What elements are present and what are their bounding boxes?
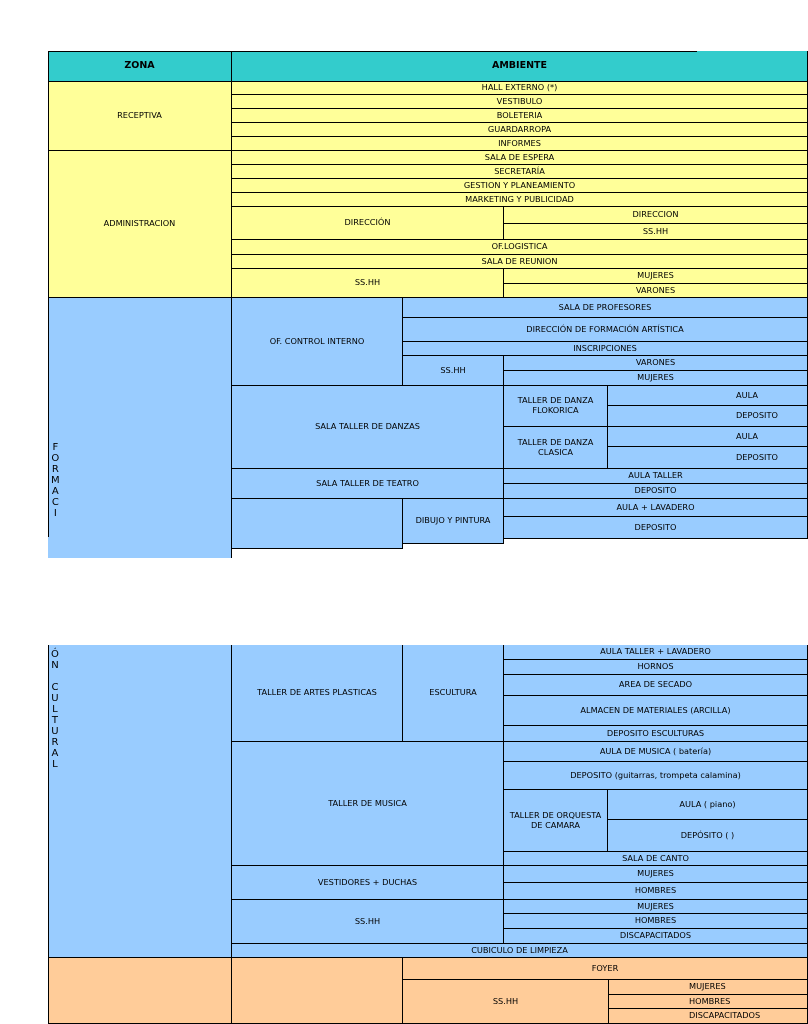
zona-administracion: ADMINISTRACION <box>48 151 232 298</box>
ambiente-row: VARONES <box>504 284 808 298</box>
ambiente-row: DIRECCIÓN DE FORMACIÓN ARTÍSTICA <box>403 318 808 342</box>
ambiente-row: SS.HH <box>504 224 808 240</box>
ambiente-row: INFORMES <box>232 137 808 151</box>
ambiente-row: GESTION Y PLANEAMIENTO <box>232 179 808 193</box>
vestidores-group: VESTIDORES + DUCHAS <box>232 866 504 900</box>
ambiente-row: ALMACEN DE MATERIALES (ARCILLA) <box>504 696 808 726</box>
ambiente-row: DEPÓSITO ( ) <box>608 820 808 852</box>
artes-plasticas-continuation <box>232 499 403 549</box>
zona-formacion-cultural: F O R M A C I <box>48 298 232 558</box>
ambiente-row: VESTIBULO <box>232 95 808 109</box>
danza-folklorica-group: TALLER DE DANZA FLOKORICA <box>504 386 608 427</box>
table-page-top <box>48 51 778 537</box>
ambiente-row: GUARDARROPA <box>232 123 808 137</box>
ambiente-row: DISCAPACITADOS <box>504 929 808 944</box>
ambiente-row: AULA TALLER + LAVADERO <box>504 645 808 660</box>
ambiente-row: AULA <box>608 386 808 406</box>
ambiente-row: MUJERES <box>504 866 808 883</box>
ambiente-row: DIRECCION <box>504 207 808 224</box>
control-interno-group: OF. CONTROL INTERNO <box>232 298 403 386</box>
ambiente-row: SALA DE REUNION <box>232 255 808 269</box>
ambiente-row: DEPOSITO ESCULTURAS <box>504 726 808 742</box>
zona-extra <box>48 958 232 1024</box>
header-zona: ZONA <box>48 51 232 82</box>
ambiente-row: AULA ( piano) <box>608 790 808 820</box>
ambiente-row: MARKETING Y PUBLICIDAD <box>232 193 808 207</box>
ambiente-row: INSCRIPCIONES <box>403 342 808 356</box>
escultura-group: ESCULTURA <box>403 645 504 742</box>
sshh-group: SS.HH <box>232 900 504 944</box>
teatro-group: SALA TALLER DE TEATRO <box>232 469 504 499</box>
ambiente-row: AULA <box>608 427 808 447</box>
header-ambiente: AMBIENTE <box>232 51 808 82</box>
danza-clasica-group: TALLER DE DANZA CLASICA <box>504 427 608 469</box>
ambiente-row: DEPOSITO <box>504 517 808 539</box>
ambiente-row: FOYER <box>403 958 808 980</box>
danzas-group: SALA TALLER DE DANZAS <box>232 386 504 469</box>
ambiente-row: AULA + LAVADERO <box>504 499 808 517</box>
ambiente-row: SECRETARÍA <box>232 165 808 179</box>
musica-group: TALLER DE MUSICA <box>232 742 504 866</box>
ambiente-row: OF.LOGISTICA <box>232 240 808 255</box>
ambiente-row: SALA DE CANTO <box>504 852 808 866</box>
ambiente-row: HOMBRES <box>609 995 808 1009</box>
ambiente-row: DEPOSITO <box>608 447 808 469</box>
ambiente-row: VARONES <box>504 356 808 371</box>
direccion-group: DIRECCIÓN <box>232 207 504 240</box>
ambiente-row: MUJERES <box>504 900 808 914</box>
ambiente-row: AREA DE SECADO <box>504 675 808 696</box>
ambiente-row: SALA DE PROFESORES <box>403 298 808 318</box>
ambiente-row: MUJERES <box>504 269 808 284</box>
ambiente-row: DEPOSITO (guitarras, trompeta calamina) <box>504 762 808 790</box>
zona-formacion-cultural: Ó N C U L T U R A L <box>48 645 232 958</box>
artes-plasticas-group: TALLER DE ARTES PLASTICAS <box>232 645 403 742</box>
ambiente-row: AULA DE MUSICA ( batería) <box>504 742 808 762</box>
ambiente-row: CUBICULO DE LIMPIEZA <box>232 944 808 958</box>
ambiente-row: DEPOSITO <box>504 484 808 499</box>
ambiente-row: MUJERES <box>504 371 808 386</box>
dibujo-pintura-group: DIBUJO Y PINTURA <box>403 499 504 544</box>
ambiente-row: DISCAPACITADOS <box>609 1009 808 1024</box>
sshh-group: SS.HH <box>232 269 504 298</box>
orquesta-group: TALLER DE ORQUESTA DE CAMARA <box>504 790 608 852</box>
ambiente-row: SALA DE ESPERA <box>232 151 808 165</box>
extra-group <box>232 958 403 1024</box>
ambiente-row: DEPOSITO <box>608 406 808 427</box>
table-page-bottom <box>48 645 761 1024</box>
zona-receptiva: RECEPTIVA <box>48 82 232 151</box>
ambiente-row: AULA TALLER <box>504 469 808 484</box>
sshh-group: SS.HH <box>403 356 504 386</box>
ambiente-row: HOMBRES <box>504 914 808 929</box>
ambiente-row: HOMBRES <box>504 883 808 900</box>
sshh-group: SS.HH <box>403 980 609 1024</box>
ambiente-row: HORNOS <box>504 660 808 675</box>
ambiente-row: HALL EXTERNO (*) <box>232 82 808 95</box>
ambiente-row: BOLETERIA <box>232 109 808 123</box>
ambiente-row: MUJERES <box>609 980 808 995</box>
